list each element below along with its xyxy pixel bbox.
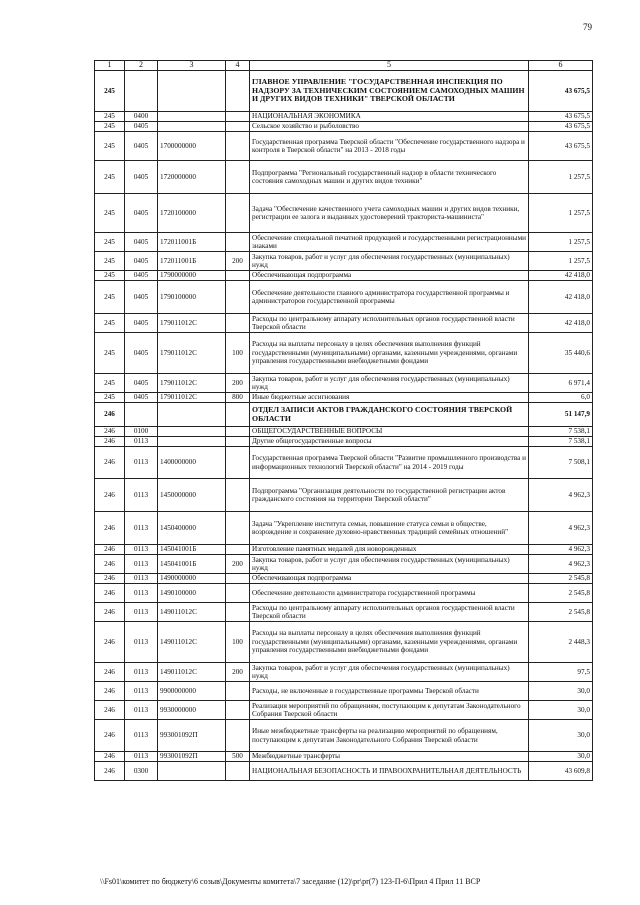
cell-target-code: 145041001Б (158, 555, 226, 574)
header-cell-1: 1 (95, 61, 125, 71)
cell-admin-code: 246 (95, 437, 125, 447)
cell-amount: 42 418,0 (529, 271, 593, 281)
cell-name: Расходы по центральному аппарату исполнительных органов государственной власти Тверской области (250, 603, 529, 622)
cell-target-code: 1700000000 (158, 132, 226, 161)
cell-section-code: 0113 (125, 682, 158, 701)
cell-name: Обеспечение деятельности главного администратора государственной программы и администраторов государственной программы (250, 281, 529, 314)
cell-amount: 2 448,3 (529, 622, 593, 663)
cell-admin-code: 245 (95, 271, 125, 281)
cell-name: Государственная программа Тверской области "Обеспечение государственного надзора и контроля в Тверской области" на 2013 - 2018 годы (250, 132, 529, 161)
cell-expense-type: 500 (226, 752, 250, 762)
table-row (95, 555, 593, 574)
cell-name: Подпрограмма "Организация деятельности по государственной регистрации актов гражданского состояния на территории Тверской области" (250, 479, 529, 512)
footer-file-path: \\Fs01\комитет по бюджету\6 созыв\Документы комитета\7 заседание (12)\pr\pr(7) 123-П-6\Прил 4 Прил 11 ВСР (100, 877, 481, 886)
cell-name: Подпрограмма "Региональный государственный надзор в области технического состояния самоходных машин и других видов техники" (250, 161, 529, 194)
cell-expense-type (226, 132, 250, 161)
table-row (95, 333, 593, 374)
header-cell-6: 6 (529, 61, 593, 71)
table-row (95, 71, 593, 112)
cell-section-code: 0113 (125, 574, 158, 584)
table-row (95, 762, 593, 781)
cell-name: Расходы на выплаты персоналу в целях обеспечения выполнения функций государственными (муниципальными) органами, казенными учреждениями, органами управления государственными внебюджетными фондами (250, 333, 529, 374)
table-row (95, 233, 593, 252)
cell-expense-type (226, 122, 250, 132)
cell-amount: 4 962,3 (529, 479, 593, 512)
cell-expense-type (226, 720, 250, 752)
cell-name: Изготовление памятных медалей для новорожденных (250, 545, 529, 555)
table-row (95, 194, 593, 233)
cell-admin-code: 246 (95, 427, 125, 437)
cell-amount: 43 675,5 (529, 122, 593, 132)
cell-expense-type (226, 603, 250, 622)
cell-target-code (158, 403, 226, 427)
cell-target-code: 149011012С (158, 663, 226, 682)
table-row (95, 603, 593, 622)
table-row (95, 437, 593, 447)
cell-section-code: 0113 (125, 479, 158, 512)
cell-target-code: 145041001Б (158, 545, 226, 555)
cell-expense-type: 800 (226, 393, 250, 403)
cell-section-code: 0113 (125, 447, 158, 479)
table-row (95, 682, 593, 701)
cell-target-code: 179011012С (158, 314, 226, 333)
cell-admin-code: 246 (95, 555, 125, 574)
cell-target-code: 149011012С (158, 622, 226, 663)
table-row (95, 132, 593, 161)
cell-section-code: 0405 (125, 132, 158, 161)
cell-target-code: 1790000000 (158, 271, 226, 281)
cell-section-code: 0113 (125, 603, 158, 622)
cell-name: Расходы по центральному аппарату исполнительных органов государственной власти Тверской области (250, 314, 529, 333)
cell-name: Обеспечение деятельности администратора государственной программы (250, 584, 529, 603)
cell-target-code: 172011001Б (158, 252, 226, 271)
cell-expense-type (226, 512, 250, 545)
cell-amount: 43 675,5 (529, 71, 593, 112)
cell-name: ГЛАВНОЕ УПРАВЛЕНИЕ "ГОСУДАРСТВЕННАЯ ИНСПЕКЦИЯ ПО НАДЗОРУ ЗА ТЕХНИЧЕСКИМ СОСТОЯНИЕМ САМОХОДНЫХ МАШИН И ДРУГИХ ВИДОВ ТЕХНИКИ" ТВЕРСКОЙ ОБЛАСТИ (250, 71, 529, 112)
cell-name: Обеспечивающая подпрограмма (250, 574, 529, 584)
cell-amount: 30,0 (529, 682, 593, 701)
cell-name: Закупка товаров, работ и услуг для обеспечения государственных (муниципальных) нужд (250, 555, 529, 574)
table-row (95, 479, 593, 512)
cell-section-code: 0113 (125, 663, 158, 682)
table-row (95, 512, 593, 545)
cell-target-code: 1450000000 (158, 479, 226, 512)
cell-expense-type (226, 71, 250, 112)
cell-section-code: 0405 (125, 333, 158, 374)
table-row (95, 545, 593, 555)
table-row (95, 574, 593, 584)
table-row (95, 752, 593, 762)
table-row (95, 447, 593, 479)
cell-admin-code: 246 (95, 603, 125, 622)
cell-name: Закупка товаров, работ и услуг для обеспечения государственных (муниципальных) нужд (250, 252, 529, 271)
cell-expense-type: 100 (226, 622, 250, 663)
cell-section-code: 0405 (125, 161, 158, 194)
cell-target-code: 149011012С (158, 603, 226, 622)
cell-expense-type (226, 314, 250, 333)
cell-section-code: 0405 (125, 233, 158, 252)
cell-expense-type (226, 271, 250, 281)
cell-expense-type (226, 479, 250, 512)
cell-target-code: 993001092П (158, 720, 226, 752)
cell-section-code: 0113 (125, 555, 158, 574)
cell-name: ОБЩЕГОСУДАРСТВЕННЫЕ ВОПРОСЫ (250, 427, 529, 437)
cell-target-code: 1720000000 (158, 161, 226, 194)
cell-section-code: 0405 (125, 194, 158, 233)
page-number: 79 (583, 22, 592, 32)
table-body (95, 71, 593, 781)
cell-name: Расходы, не включенные в государственные программы Тверской области (250, 682, 529, 701)
cell-amount: 1 257,5 (529, 233, 593, 252)
cell-name: Межбюджетные трансферты (250, 752, 529, 762)
table-row (95, 393, 593, 403)
cell-admin-code: 246 (95, 762, 125, 781)
cell-admin-code: 245 (95, 132, 125, 161)
cell-admin-code: 245 (95, 281, 125, 314)
cell-amount: 43 675,5 (529, 132, 593, 161)
cell-admin-code: 246 (95, 479, 125, 512)
cell-expense-type (226, 762, 250, 781)
cell-name: Государственная программа Тверской области "Развитие промышленного производства и информационных технологий Тверской области" на 2014 - 2019 годы (250, 447, 529, 479)
cell-admin-code: 246 (95, 720, 125, 752)
cell-target-code (158, 762, 226, 781)
cell-section-code: 0113 (125, 545, 158, 555)
cell-expense-type: 200 (226, 252, 250, 271)
cell-admin-code: 246 (95, 574, 125, 584)
table-row (95, 427, 593, 437)
table-row (95, 403, 593, 427)
cell-target-code: 179011012С (158, 393, 226, 403)
cell-name: Другие общегосударственные вопросы (250, 437, 529, 447)
cell-amount: 7 538,1 (529, 437, 593, 447)
cell-amount: 1 257,5 (529, 161, 593, 194)
cell-target-code: 172011001Б (158, 233, 226, 252)
cell-target-code: 1490100000 (158, 584, 226, 603)
cell-target-code (158, 427, 226, 437)
cell-target-code: 9930000000 (158, 701, 226, 720)
cell-target-code (158, 112, 226, 122)
cell-admin-code: 245 (95, 161, 125, 194)
cell-expense-type: 100 (226, 333, 250, 374)
cell-name: Обеспечивающая подпрограмма (250, 271, 529, 281)
cell-admin-code: 245 (95, 233, 125, 252)
table-row (95, 314, 593, 333)
table-row (95, 252, 593, 271)
cell-target-code: 1490000000 (158, 574, 226, 584)
cell-expense-type (226, 161, 250, 194)
cell-target-code: 1450400000 (158, 512, 226, 545)
cell-name: Задача "Укрепление института семьи, повышение статуса семьи в обществе, возрождение и сохранение духовно-нравственных традиций семейных отношений" (250, 512, 529, 545)
cell-section-code: 0113 (125, 720, 158, 752)
cell-expense-type (226, 112, 250, 122)
cell-name: Иные межбюджетные трансферты на реализацию мероприятий по обращениям, поступающим к депутатам Законодательного Собрания Тверской области (250, 720, 529, 752)
budget-table (94, 60, 593, 781)
cell-section-code: 0113 (125, 701, 158, 720)
cell-admin-code: 245 (95, 194, 125, 233)
cell-target-code (158, 122, 226, 132)
cell-section-code: 0405 (125, 374, 158, 393)
header-cell-4: 4 (226, 61, 250, 71)
cell-amount: 43 609,8 (529, 762, 593, 781)
cell-name: Задача "Обеспечение качественного учета самоходных машин и других видов техники, регистрации ее залога и выданных удостоверений тракториста-машиниста" (250, 194, 529, 233)
cell-expense-type (226, 437, 250, 447)
table-row (95, 720, 593, 752)
cell-amount: 97,5 (529, 663, 593, 682)
cell-admin-code: 245 (95, 393, 125, 403)
cell-amount: 51 147,9 (529, 403, 593, 427)
cell-expense-type: 200 (226, 663, 250, 682)
cell-admin-code: 246 (95, 545, 125, 555)
cell-amount: 4 962,3 (529, 512, 593, 545)
cell-expense-type: 200 (226, 374, 250, 393)
cell-name: НАЦИОНАЛЬНАЯ БЕЗОПАСНОСТЬ И ПРАВООХРАНИТЕЛЬНАЯ ДЕЯТЕЛЬНОСТЬ (250, 762, 529, 781)
cell-amount: 43 675,5 (529, 112, 593, 122)
cell-target-code: 9900000000 (158, 682, 226, 701)
cell-name: Сельское хозяйство и рыболовство (250, 122, 529, 132)
table-row (95, 281, 593, 314)
cell-amount: 2 545,8 (529, 584, 593, 603)
cell-admin-code: 246 (95, 512, 125, 545)
table-row (95, 161, 593, 194)
table-row (95, 374, 593, 393)
cell-expense-type: 200 (226, 555, 250, 574)
cell-target-code: 993001092П (158, 752, 226, 762)
cell-target-code (158, 71, 226, 112)
header-cell-5: 5 (250, 61, 529, 71)
cell-name: Обеспечение специальной печатной продукцией и государственными регистрационными знаками (250, 233, 529, 252)
cell-admin-code: 246 (95, 403, 125, 427)
cell-name: Закупка товаров, работ и услуг для обеспечения государственных (муниципальных) нужд (250, 374, 529, 393)
cell-name: Расходы на выплаты персоналу в целях обеспечения выполнения функций государственными (муниципальными) органами, казенными учреждениями, органами управления государственными внебюджетными фондами (250, 622, 529, 663)
cell-section-code: 0300 (125, 762, 158, 781)
cell-amount: 2 545,8 (529, 574, 593, 584)
header-cell-3: 3 (158, 61, 226, 71)
header-cell-2: 2 (125, 61, 158, 71)
cell-amount: 2 545,8 (529, 603, 593, 622)
cell-admin-code: 246 (95, 447, 125, 479)
cell-admin-code: 245 (95, 374, 125, 393)
cell-amount: 30,0 (529, 701, 593, 720)
cell-expense-type (226, 447, 250, 479)
cell-admin-code: 246 (95, 584, 125, 603)
cell-target-code: 179011012С (158, 374, 226, 393)
cell-admin-code: 245 (95, 71, 125, 112)
cell-target-code: 1720100000 (158, 194, 226, 233)
cell-section-code (125, 71, 158, 112)
cell-section-code: 0113 (125, 437, 158, 447)
cell-section-code: 0405 (125, 393, 158, 403)
cell-admin-code: 246 (95, 663, 125, 682)
table-row (95, 663, 593, 682)
cell-amount: 7 538,1 (529, 427, 593, 437)
table-row (95, 701, 593, 720)
cell-amount: 6,0 (529, 393, 593, 403)
cell-expense-type (226, 682, 250, 701)
cell-amount: 42 418,0 (529, 314, 593, 333)
cell-admin-code: 245 (95, 314, 125, 333)
cell-admin-code: 245 (95, 333, 125, 374)
cell-amount: 42 418,0 (529, 281, 593, 314)
cell-name: ОТДЕЛ ЗАПИСИ АКТОВ ГРАЖДАНСКОГО СОСТОЯНИЯ ТВЕРСКОЙ ОБЛАСТИ (250, 403, 529, 427)
cell-section-code: 0405 (125, 252, 158, 271)
cell-section-code: 0113 (125, 752, 158, 762)
cell-section-code (125, 403, 158, 427)
cell-section-code: 0113 (125, 584, 158, 603)
cell-amount: 4 962,3 (529, 555, 593, 574)
cell-section-code: 0113 (125, 512, 158, 545)
cell-section-code: 0405 (125, 122, 158, 132)
cell-section-code: 0405 (125, 281, 158, 314)
cell-expense-type (226, 194, 250, 233)
cell-expense-type (226, 281, 250, 314)
cell-admin-code: 246 (95, 622, 125, 663)
cell-admin-code: 245 (95, 122, 125, 132)
table-row (95, 112, 593, 122)
cell-name: Закупка товаров, работ и услуг для обеспечения государственных (муниципальных) нужд (250, 663, 529, 682)
table-row (95, 622, 593, 663)
cell-expense-type (226, 233, 250, 252)
table-row (95, 122, 593, 132)
cell-name: Реализация мероприятий по обращениям, поступающим к депутатам Законодательного Собрания Тверской области (250, 701, 529, 720)
cell-admin-code: 245 (95, 112, 125, 122)
cell-section-code: 0405 (125, 271, 158, 281)
cell-name: Иные бюджетные ассигнования (250, 393, 529, 403)
cell-target-code (158, 437, 226, 447)
cell-admin-code: 246 (95, 701, 125, 720)
cell-admin-code: 246 (95, 682, 125, 701)
cell-admin-code: 246 (95, 752, 125, 762)
cell-amount: 6 971,4 (529, 374, 593, 393)
cell-amount: 1 257,5 (529, 252, 593, 271)
cell-section-code: 0405 (125, 314, 158, 333)
cell-expense-type (226, 545, 250, 555)
cell-target-code: 179011012С (158, 333, 226, 374)
cell-expense-type (226, 701, 250, 720)
cell-amount: 4 962,3 (529, 545, 593, 555)
cell-expense-type (226, 403, 250, 427)
cell-amount: 7 508,1 (529, 447, 593, 479)
cell-section-code: 0400 (125, 112, 158, 122)
table-row (95, 271, 593, 281)
cell-target-code: 1400000000 (158, 447, 226, 479)
cell-expense-type (226, 427, 250, 437)
cell-target-code: 1790100000 (158, 281, 226, 314)
cell-expense-type (226, 584, 250, 603)
cell-amount: 1 257,5 (529, 194, 593, 233)
header-row (95, 61, 593, 71)
cell-amount: 30,0 (529, 752, 593, 762)
cell-amount: 35 440,6 (529, 333, 593, 374)
cell-section-code: 0113 (125, 622, 158, 663)
cell-amount: 30,0 (529, 720, 593, 752)
cell-name: НАЦИОНАЛЬНАЯ ЭКОНОМИКА (250, 112, 529, 122)
table-row (95, 584, 593, 603)
cell-admin-code: 245 (95, 252, 125, 271)
cell-section-code: 0100 (125, 427, 158, 437)
cell-expense-type (226, 574, 250, 584)
